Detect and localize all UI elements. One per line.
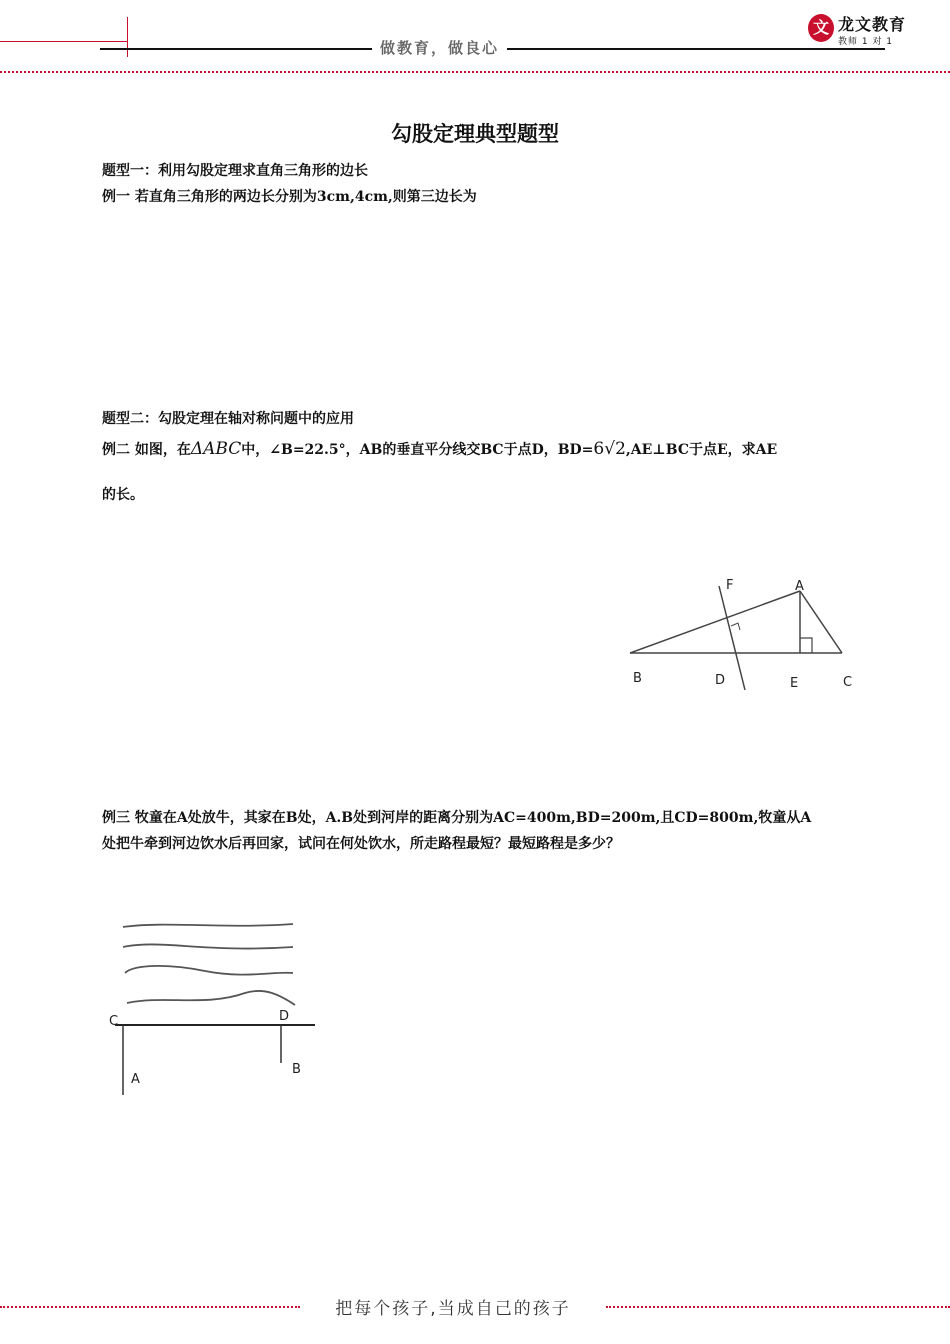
- triangle-figure: [620, 570, 870, 695]
- example-3-line2: 处把牛牵到河边饮水后再回家，试问在何处饮水，所走路程最短？最短路程是多少？: [102, 836, 620, 852]
- logo-mark-icon: 文: [808, 14, 834, 42]
- header-red-line: [0, 41, 127, 42]
- label-e: E: [790, 676, 799, 691]
- footer-dotted-right: [606, 1306, 950, 1308]
- label-c: C: [843, 675, 853, 690]
- label-c: C: [109, 1014, 119, 1029]
- river-wave-1: [123, 924, 293, 927]
- example-2-text-a: 例二 如图，在: [102, 442, 191, 458]
- example-2-line2: 的长。: [102, 487, 144, 503]
- label-d: D: [279, 1009, 290, 1024]
- example-2-text-c: ,AE⊥BC于点E，求AE: [625, 442, 778, 458]
- river-figure: [105, 915, 335, 1105]
- footer-dotted-left: [0, 1306, 300, 1308]
- logo-name: 龙文教育: [838, 15, 907, 34]
- example-1: 例一 若直角三角形的两边长分别为3cm,4cm,则第三边长为: [102, 189, 477, 205]
- header-red-vertical: [127, 17, 128, 57]
- type2-heading: 题型二：勾股定理在轴对称问题中的应用: [102, 411, 354, 427]
- example-3-line1: 例三 牧童在A处放牛，其家在B处，A.B处到河岸的距离分别为AC=400m,BD=200m,且CD=800m,牧童从A: [102, 810, 812, 826]
- label-b: B: [633, 671, 642, 686]
- right-angle-mark: [800, 638, 812, 653]
- label-a: A: [131, 1072, 140, 1087]
- logo-tagline: 教师 1 对 1: [838, 37, 894, 47]
- river-wave-2: [123, 944, 293, 948]
- bd-value: 6√2: [593, 439, 626, 459]
- river-wave-3: [125, 966, 293, 975]
- header-dotted-divider: [0, 71, 950, 73]
- label-f: F: [726, 578, 734, 593]
- label-a: A: [795, 579, 804, 594]
- type1-heading: 题型一：利用勾股定理求直角三角形的边长: [102, 163, 368, 179]
- line-ba: [630, 591, 800, 653]
- page-title: 勾股定理典型题型: [391, 121, 559, 146]
- triangle-abc-symbol: ΔABC: [190, 439, 242, 459]
- line-ac: [800, 591, 842, 653]
- bisector-angle-mark: [731, 623, 740, 630]
- header-slogan: 做教育，做良心: [372, 37, 507, 58]
- label-d: D: [715, 673, 726, 688]
- footer-motto: 把每个孩子,当成自己的孩子: [335, 1299, 571, 1319]
- example-2-text-b: 中，∠B=22.5°，AB的垂直平分线交BC于点D，BD=: [241, 442, 594, 458]
- brand-logo: [808, 12, 910, 46]
- river-wave-4: [127, 991, 295, 1005]
- example-2-line1: [102, 439, 777, 459]
- label-b: B: [292, 1062, 301, 1077]
